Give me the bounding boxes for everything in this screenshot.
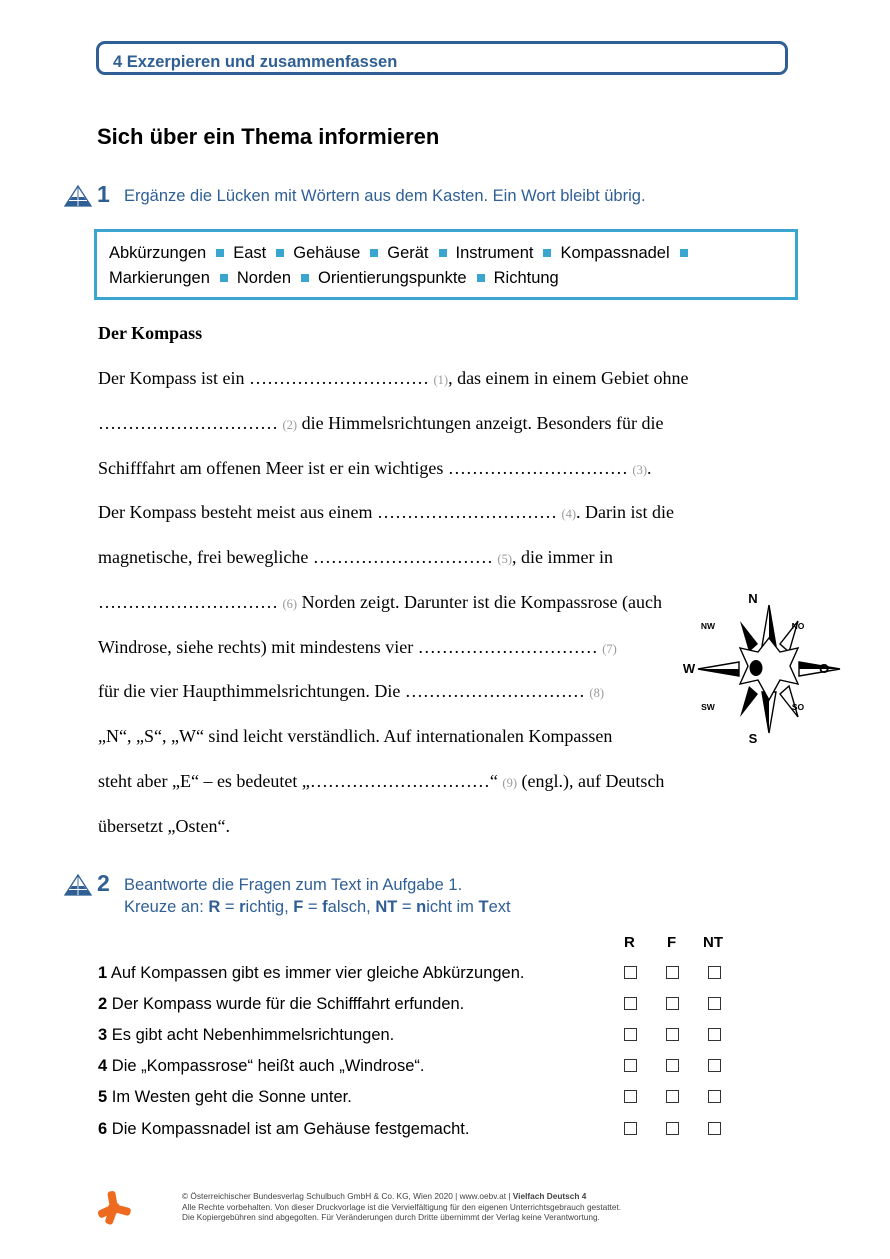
square-bullet-icon [220,274,228,282]
footer-line-1: © Österreichischer Bundesverlag Schulbuch GmbH & Co. KG, Wien 2020 | www.oebv.at | Vielfach Deutsch 4 [182,1191,587,1201]
gap-blank[interactable]: ………………………… [312,547,493,567]
word: Gehäuse [293,244,361,262]
text-line-10: steht aber „E“ – es bedeutet „…………………………“ (9) (engl.), auf Deutsch [98,771,665,791]
task-1-instruction: Ergänze die Lücken mit Wörtern aus dem Kasten. Ein Wort bleibt übrig. [124,187,646,205]
checkbox-4-nt[interactable] [708,1059,721,1072]
compass-label-w: W [682,661,696,676]
word-row-1 [109,241,795,266]
compass-label-n: N [748,591,758,606]
word: Gerät [387,244,429,262]
checkbox-3-f[interactable] [666,1028,679,1041]
statement-5: 5 Im Westen geht die Sonne unter. [98,1088,352,1106]
statement-4: 4 Die „Kompassrose“ heißt auch „Windrose“. [98,1057,425,1075]
task-2-line-2: Kreuze an: R = richtig, F = falsch, NT = nicht im Text [124,898,511,916]
text-line-3: Schifffahrt am offenen Meer ist er ein wichtiges ………………………… (3). [98,458,652,478]
word: Kompassnadel [560,244,670,262]
checkbox-4-r[interactable] [624,1059,637,1072]
word-box [94,229,798,300]
text-line-7: Windrose, siehe rechts) mit mindestens vier ………………………… (7) [98,637,617,657]
gap-blank[interactable]: ………………………… [404,681,585,701]
checkbox-6-r[interactable] [624,1122,637,1135]
gap-blank[interactable]: ………………………… [376,502,557,522]
checkbox-2-nt[interactable] [708,997,721,1010]
footer-copyright [182,1191,621,1223]
square-bullet-icon [276,249,284,257]
statement-3: 3 Es gibt acht Nebenhimmelsrichtungen. [98,1026,395,1044]
chapter-header [96,41,788,75]
square-bullet-icon [301,274,309,282]
checkbox-2-r[interactable] [624,997,637,1010]
square-bullet-icon [680,249,688,257]
gap-blank[interactable]: ………………………… [98,413,278,433]
column-header-r: R [624,934,635,951]
checkbox-6-f[interactable] [666,1122,679,1135]
compass-label-s: S [748,731,758,746]
checkbox-3-nt[interactable] [708,1028,721,1041]
text-line-2: ………………………… (2) die Himmelsrichtungen anzeigt. Besonders für die [98,413,664,433]
compass-rose-icon [682,588,844,748]
compass-label-no: NO [791,621,805,631]
task-2-line-1: Beantworte die Fragen zum Text in Aufgabe 1. [124,876,463,894]
word: East [233,244,267,262]
text-title: Der Kompass [98,323,203,343]
word: Markierungen [109,269,210,287]
compass-label-sw: SW [701,702,715,712]
word: Norden [236,269,292,287]
text-line-1: Der Kompass ist ein ………………………… (1), das einem in einem Gebiet ohne [98,368,689,388]
compass-label-so: SO [791,702,805,712]
column-header-f: F [667,934,677,951]
footer-line-2: Alle Rechte vorbehalten. Von dieser Druckvorlage ist die Vervielfältigung für den eigenen Unterrichtsgebrauch gestattet. [182,1201,622,1212]
checkbox-6-nt[interactable] [708,1122,721,1135]
chapter-title: 4 Exzerpieren und zusammenfassen [113,53,398,71]
square-bullet-icon [477,274,485,282]
gap-blank[interactable]: ………………………… [309,771,490,791]
page-title: Sich über ein Thema informieren [97,124,440,149]
statement-2: 2 Der Kompass wurde für die Schifffahrt erfunden. [98,995,465,1013]
statement-6: 6 Die Kompassnadel ist am Gehäuse festgemacht. [98,1120,470,1138]
text-line-5: magnetische, frei bewegliche ………………………… (5), die immer in [98,547,613,567]
checkbox-1-f[interactable] [666,966,679,979]
checkbox-3-r[interactable] [624,1028,637,1041]
publisher-logo-icon [96,1189,132,1227]
checkbox-5-f[interactable] [666,1090,679,1103]
checkbox-5-r[interactable] [624,1090,637,1103]
gap-blank[interactable]: ………………………… [248,368,429,388]
compass-label-nw: NW [700,621,716,631]
word: Richtung [493,269,559,287]
gap-blank[interactable]: ………………………… [417,637,598,657]
task-2-instruction [124,874,511,918]
difficulty-pyramid-icon [64,185,92,207]
column-header-nt: NT [703,934,723,951]
square-bullet-icon [543,249,551,257]
footer-line-3: Die Kopiergebühren sind abgegolten. Für Veränderungen durch Dritte übernimmt der Verlag keine Verantwortung. [182,1212,600,1222]
checkbox-2-f[interactable] [666,997,679,1010]
checkbox-1-r[interactable] [624,966,637,979]
text-line-6: ………………………… (6) Norden zeigt. Darunter ist die Kompassrose (auch [98,592,662,612]
task-2-number: 2 [97,870,110,896]
checkbox-1-nt[interactable] [708,966,721,979]
gap-blank[interactable]: ………………………… [447,458,628,478]
checkbox-5-nt[interactable] [708,1090,721,1103]
task-1-number: 1 [97,181,110,207]
square-bullet-icon [216,249,224,257]
word: Abkürzungen [109,244,207,262]
text-line-4: Der Kompass besteht meist aus einem ………………………… (4). Darin ist die [98,502,675,522]
word: Orientierungspunkte [318,269,467,287]
text-line-8: für die vier Haupthimmelsrichtungen. Die ………………………… (8) [98,681,604,701]
text-line-9: „N“, „S“, „W“ sind leicht verständlich. Auf internationalen Kompassen [98,726,613,746]
statement-1: 1 Auf Kompassen gibt es immer vier gleiche Abkürzungen. [98,964,525,982]
checkbox-4-f[interactable] [666,1059,679,1072]
square-bullet-icon [439,249,447,257]
gap-blank[interactable]: ………………………… [98,592,278,612]
square-bullet-icon [370,249,378,257]
compass-rose [682,588,844,753]
difficulty-pyramid-icon [64,874,92,896]
word: Instrument [455,244,534,262]
text-line-11: übersetzt „Osten“. [98,816,230,836]
word-row-2 [109,266,795,291]
compass-label-o: O [818,661,830,676]
